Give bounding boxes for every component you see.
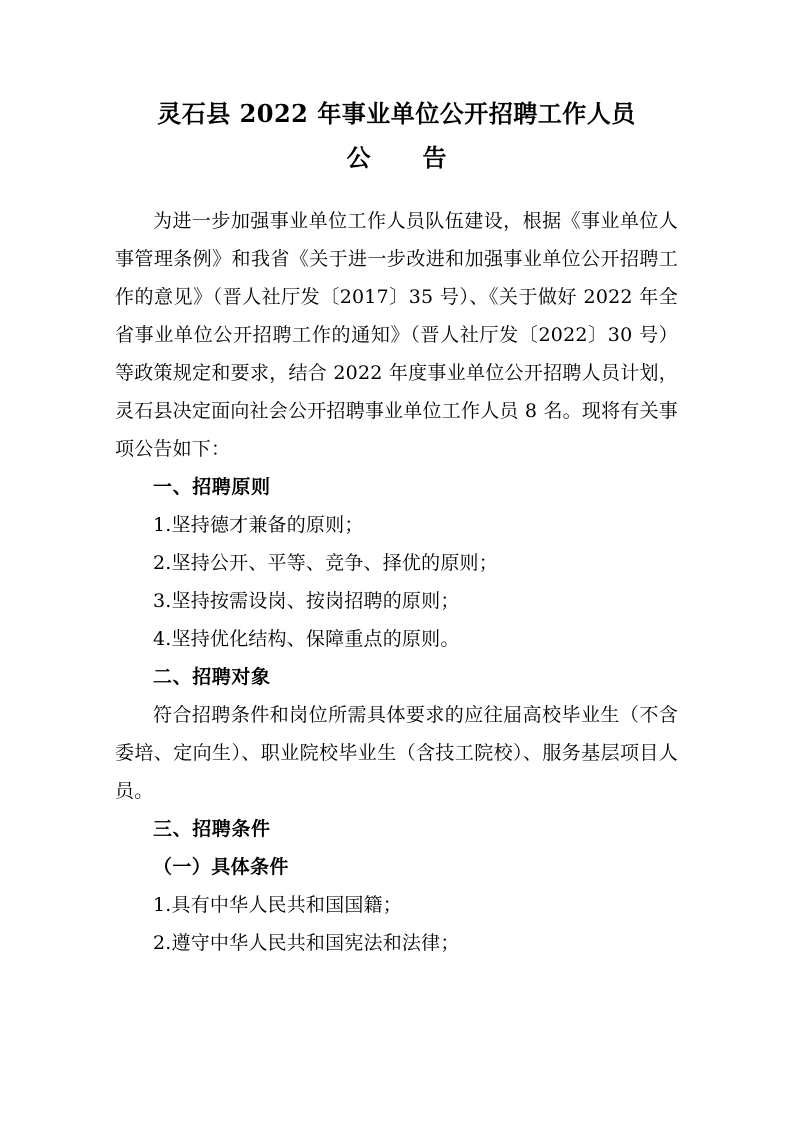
page-title-subline: 公 告 xyxy=(346,143,461,172)
list-item: 2.遵守中华人民共和国宪法和法律； xyxy=(153,932,460,954)
list-item: 1.具有中华人民共和国国籍； xyxy=(153,894,402,916)
list-item: 2.坚持公开、平等、竞争、择优的原则； xyxy=(153,552,498,574)
list-item: 4.坚持优化结构、保障重点的原则。 xyxy=(153,628,460,650)
list-item: 1.坚持德才兼备的原则； xyxy=(153,514,364,536)
intro-paragraph: 为进一步加强事业单位工作人员队伍建设，根据《事业单位人事管理条例》和我省《关于进一步改进和加强事业单位公开招聘工作的意见》（晋人社厅发〔2017〕35 号）、《关于做好 2022 年全省事业单位公开招聘工作的通知》（晋人社厅发〔2022〕30 号）等政策规定和要求，结合 2022 年度事业单位公开招聘人员计划，灵石县决定面向社会公开招聘事业单位工作人员 8 名。现将有关事项公告如下： xyxy=(115,210,678,460)
section-paragraph-recruitment-targets: 符合招聘条件和岗位所需具体要求的应往届高校毕业生（不含委培、定向生）、职业院校毕业生（含技工院校）、服务基层项目人员。 xyxy=(115,704,678,802)
section-heading-recruitment-requirements: 三、招聘条件 xyxy=(153,818,271,840)
list-item: 3.坚持按需设岗、按岗招聘的原则； xyxy=(153,590,460,612)
section-heading-recruitment-principles: 一、招聘原则 xyxy=(153,476,271,498)
subsection-heading-specific-requirements: （一）具体条件 xyxy=(153,856,289,878)
page-title: 灵石县 2022 年事业单位公开招聘工作人员 xyxy=(157,99,636,128)
section-heading-recruitment-targets: 二、招聘对象 xyxy=(153,666,271,688)
